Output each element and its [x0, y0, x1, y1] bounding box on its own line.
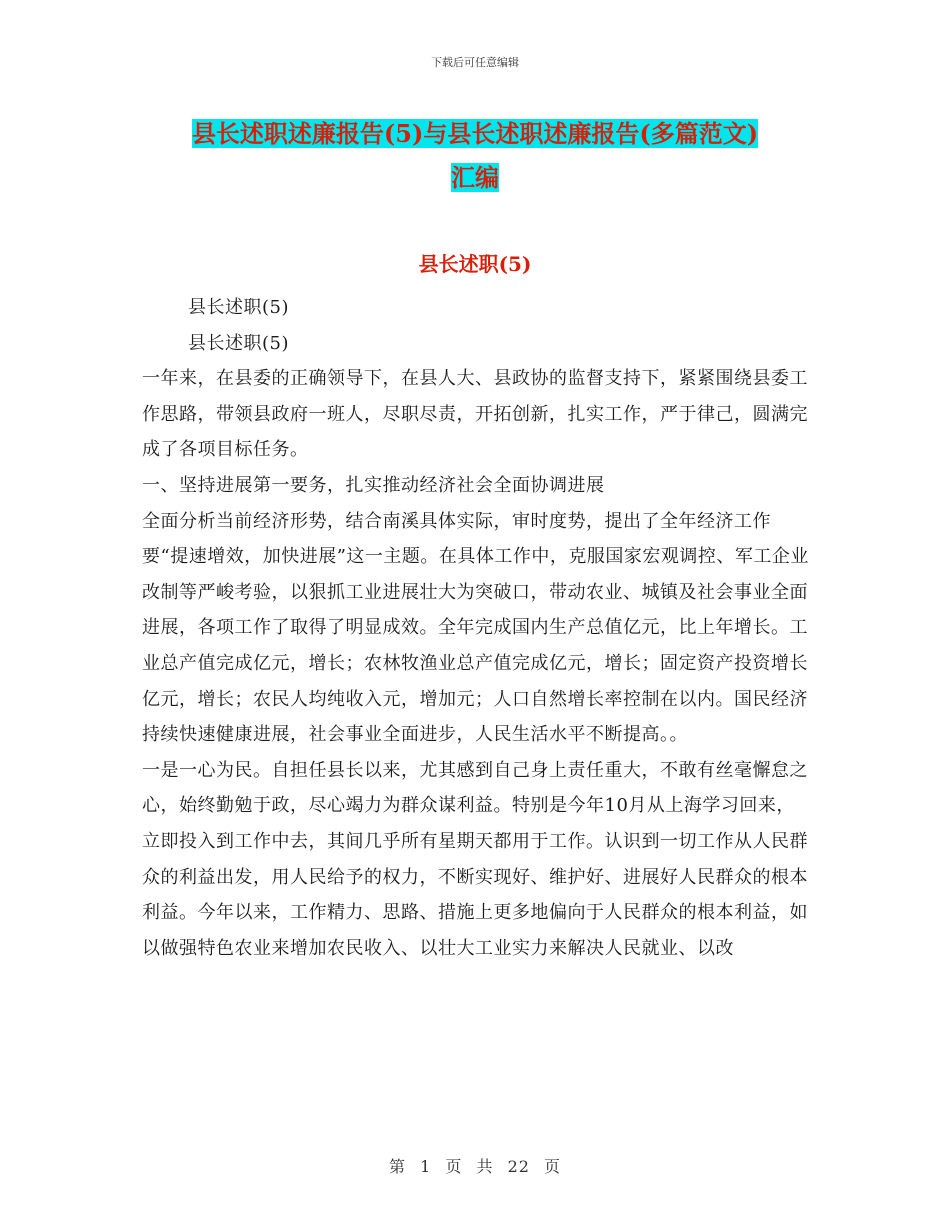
- document-body: [142, 290, 810, 966]
- paragraph: 一是一心为民。自担任县长以来，尤其感到自己身上责任重大，不敢有丝毫懈怠之心，始终勤勉于政，尽心竭力为群众谋利益。特别是今年10月从上海学习回来，立即投入到工作中去，其间几乎所有星期天都用于工作。认识到一切工作从人民群众的利益出发，用人民给予的权力，不断实现好、维护好、进展好人民群众的根本利益。今年以来，工作精力、思路、措施上更多地偏向于人民群众的根本利益，如以做强特色农业来增加农民收入、以壮大工业实力来解决人民就业、以改: [142, 759, 808, 959]
- paragraph: 一年来，在县委的正确领导下，在县人大、县政协的监督支持下，紧紧围绕县委工作思路，带领县政府一班人，尽职尽责，开拓创新，扎实工作，严于律己，圆满完成了各项目标任务。: [142, 368, 808, 461]
- page-current: 1: [420, 1157, 432, 1176]
- page-total: 22: [507, 1157, 530, 1176]
- document-title-line2: 汇编: [451, 163, 499, 192]
- paragraph: 县长述职(5): [188, 332, 289, 354]
- document-title: [140, 112, 810, 200]
- total-label: 共: [476, 1157, 494, 1176]
- section-title: 县长述职(5): [418, 252, 532, 276]
- total-unit: 页: [544, 1157, 562, 1176]
- header-note: 下载后可任意编辑: [431, 56, 519, 69]
- page-label: 第: [388, 1157, 406, 1176]
- document-title-line1: 县长述职述廉报告(5)与县长述职述廉报告(多篇范文): [191, 119, 759, 148]
- page-unit: 页: [445, 1157, 463, 1176]
- paragraph: 县长述职(5): [188, 297, 289, 318]
- paragraph: 全面分析当前经济形势，结合南溪具体实际，审时度势，提出了全年经济工作要“提速增效，加快进展”这一主题。在具体工作中，克服国家宏观调控、军工企业改制等严峻考验，以狠抓工业进展壮大为突破口，带动农业、城镇及社会事业全面进展，各项工作了取得了明显成效。全年完成国内生产总值亿元，比上年增长。工业总产值完成亿元，增长；农林牧渔业总产值完成亿元，增长；固定资产投资增长亿元，增长；农民人均纯收入元，增加元；人口自然增长率控制在以内。国民经济持续快速健康进展，社会事业全面进步，人民生活水平不断提高。。: [142, 510, 809, 746]
- page-footer: [0, 1154, 950, 1177]
- paragraph-heading: 一、坚持进展第一要务，扎实推动经济社会全面协调进展: [142, 474, 605, 496]
